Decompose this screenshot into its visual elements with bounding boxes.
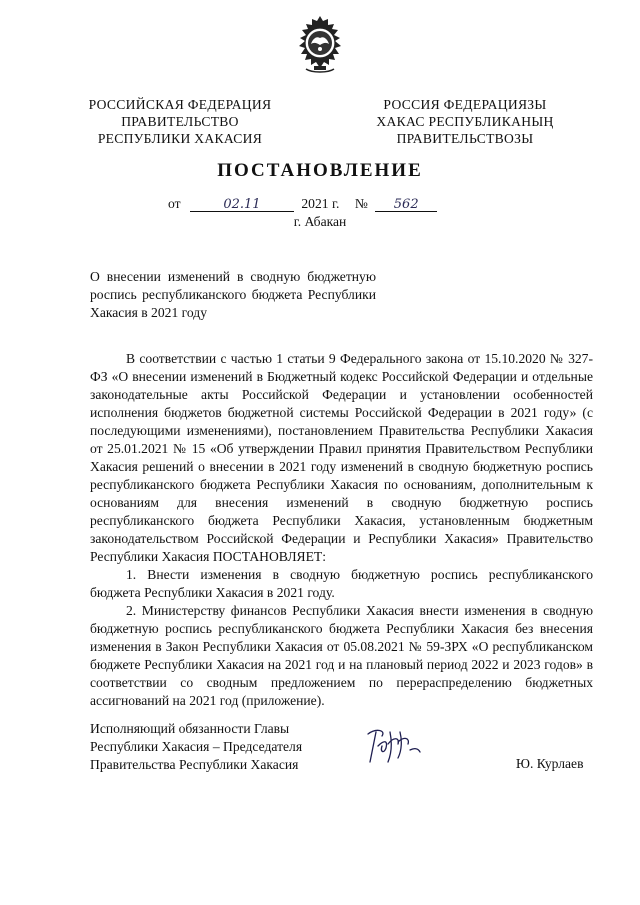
date-handwritten: 02.11 [223,197,261,212]
signer-position-line: Исполняющий обязанности Главы [90,721,290,736]
coat-of-arms-icon [292,14,348,76]
signer-position-line: Республики Хакасия – Председателя [90,739,303,754]
date-field [190,197,294,212]
header-right [360,96,570,147]
document-subject: О внесении изменений в сводную бюджетную роспись республиканского бюджета Республики Хакасия в 2021 году [90,269,376,320]
body-paragraph: 2. Министерству финансов Республики Хакасия внести изменения в сводную бюджетную роспись республиканского бюджета Республики Хакасия без внесения изменения в Закон Республики Хакасия от 05.08.2021 № 59-ЗРХ «О республиканском бюджете Республики Хакасия на 2021 год и на плановый период 2022 и 2023 годов» в соответствии со сводным предложением по перераспределению бюджетных ассигнований на 2021 год (приложение). [90,603,593,708]
date-line [168,196,437,212]
header-right-line: РОССИЯ ФЕДЕРАЦИЯЗЫ [383,97,547,112]
number-handwritten: 562 [393,197,419,212]
year-label: 2021 г. [301,196,340,211]
header-right-line: ХАКАС РЕСПУБЛИКАНЫҢ [376,114,554,129]
header-left-line: ПРАВИТЕЛЬСТВО [121,114,239,129]
document-body [90,350,593,710]
header-left-line: РОССИЙСКАЯ ФЕДЕРАЦИЯ [88,97,272,112]
document-title: ПОСТАНОВЛЕНИЕ [217,160,423,181]
number-field [375,197,437,212]
header-right-line: ПРАВИТЕЛЬСТВОЗЫ [396,131,534,146]
handwritten-signature [362,722,434,768]
date-from-label: от [168,196,181,211]
body-paragraph: 1. Внести изменения в сводную бюджетную роспись республиканского бюджета Республики Хакасия в 2021 году. [90,567,593,600]
body-paragraph: В соответствии с частью 1 статьи 9 Федерального закона от 15.10.2020 № 327-ФЗ «О внесении изменений в Бюджетный кодекс Российской Федерации и отдельные законодательные акты Российской Федерации и установлении особенностей исполнения бюджетов бюджетной системы Российской Федерации в 2021 году» (с последующими изменениями), постановлением Правительства Республики Хакасия от 25.01.2021 № 15 «Об утверждении Правил принятия Правительством Республики Хакасия решений о внесении в 2021 году изменений в сводную бюджетную роспись республиканского бюджета Республики Хакасия по основаниям, дополнительным к основаниям для внесения изменений в сводную бюджетную роспись республиканского бюджета Республики Хакасия, установленным бюджетным законодательством Российской Федерации и Республики Хакасия» Правительство Республики Хакасия ПОСТАНОВЛЯЕТ: [90,351,593,564]
signer-position-line: Правительства Республики Хакасия [90,757,299,772]
header-left [80,96,280,147]
number-label: № [354,196,368,211]
signer-position [90,720,302,774]
signer-name: Ю. Курлаев [516,756,584,771]
header-left-line: РЕСПУБЛИКИ ХАКАСИЯ [97,131,263,146]
place: г. Абакан [293,214,347,229]
